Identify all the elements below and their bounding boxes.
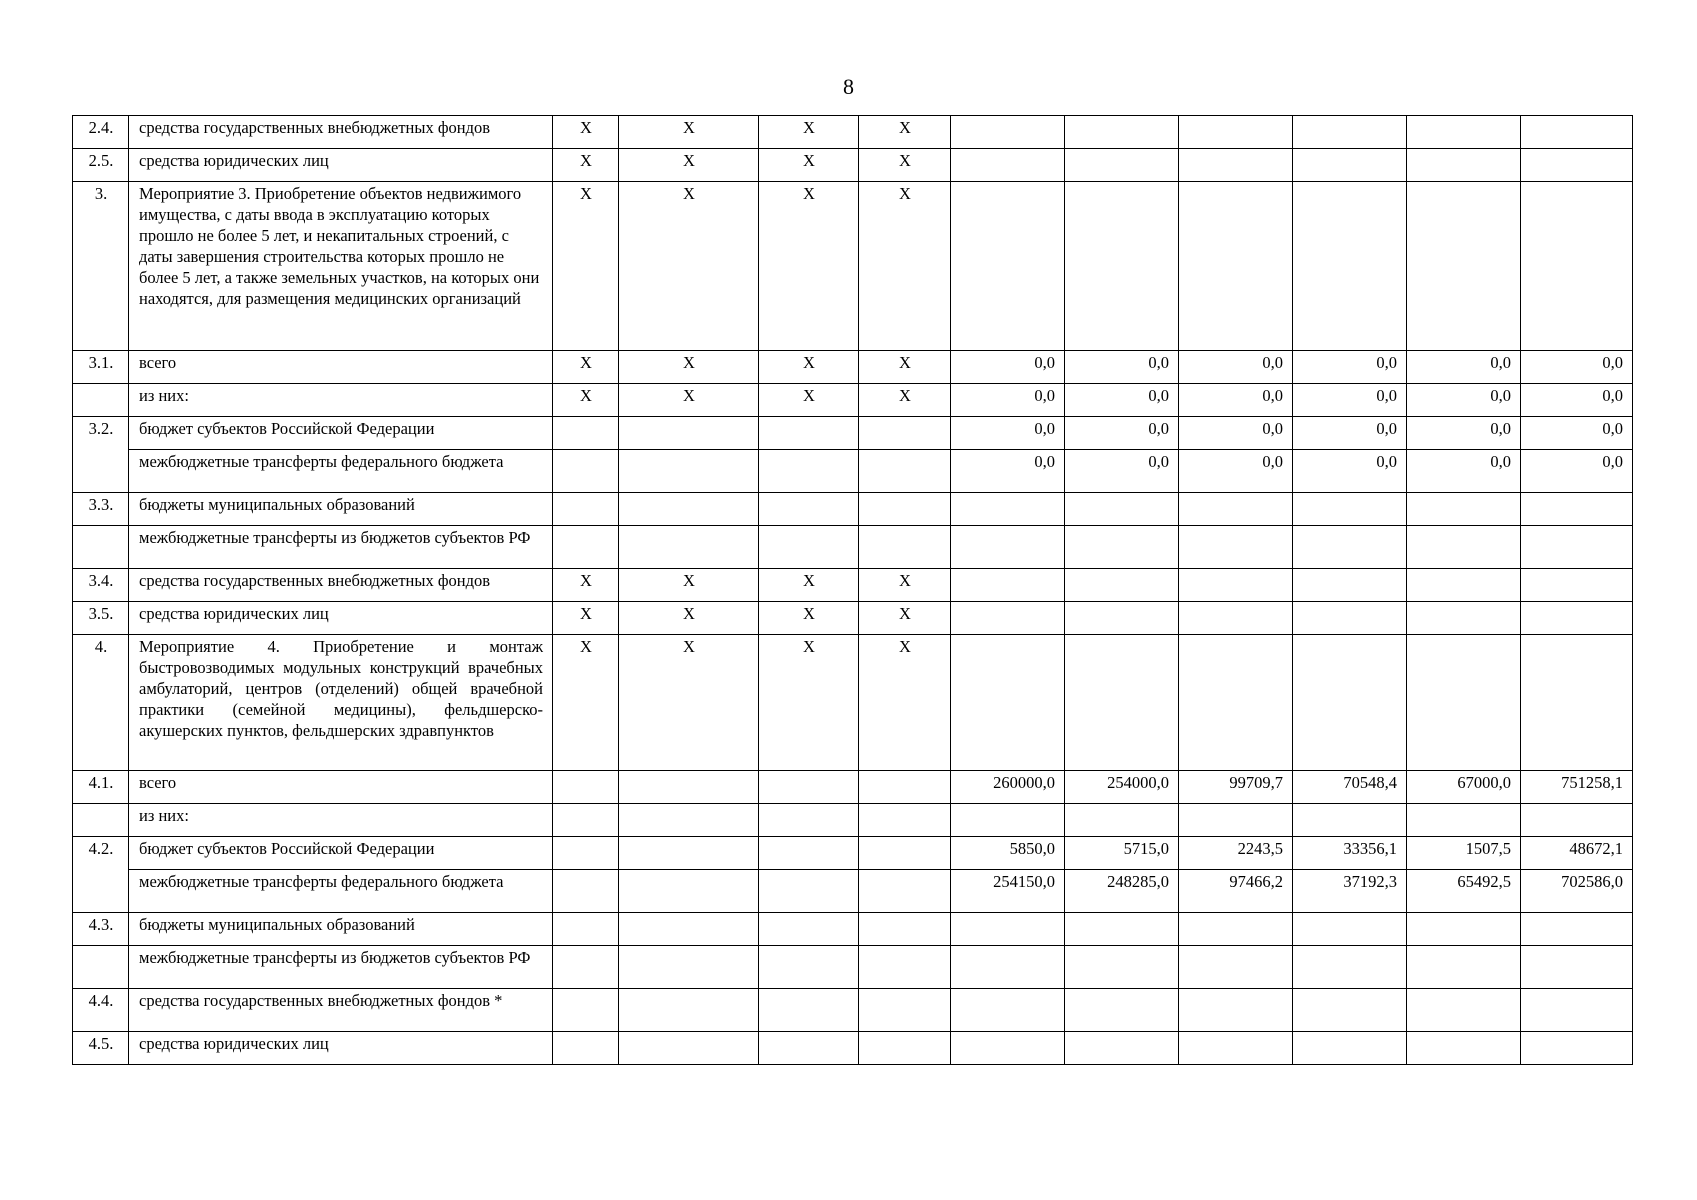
table-row bbox=[73, 182, 1633, 351]
x-mark-cell bbox=[859, 417, 951, 450]
value-cell bbox=[1065, 149, 1179, 182]
row-label: средства государственных внебюджетных фондов bbox=[129, 569, 553, 602]
x-mark-cell bbox=[859, 870, 951, 913]
value-cell bbox=[1179, 946, 1293, 989]
value-cell bbox=[1521, 1032, 1633, 1065]
x-mark-cell bbox=[553, 493, 619, 526]
row-label: бюджет субъектов Российской Федерации bbox=[129, 837, 553, 870]
row-label: межбюджетные трансферты из бюджетов субъектов РФ bbox=[129, 946, 553, 989]
table-row bbox=[73, 384, 1633, 417]
x-mark-cell bbox=[759, 493, 859, 526]
value-cell: 65492,5 bbox=[1407, 870, 1521, 913]
value-cell bbox=[1293, 526, 1407, 569]
row-label: средства государственных внебюджетных фондов bbox=[129, 116, 553, 149]
table-row bbox=[73, 602, 1633, 635]
x-mark-cell bbox=[859, 946, 951, 989]
value-cell: 0,0 bbox=[1521, 417, 1633, 450]
table-row bbox=[73, 635, 1633, 771]
value-cell bbox=[1293, 946, 1407, 989]
value-cell bbox=[1065, 602, 1179, 635]
x-mark-cell: X bbox=[859, 384, 951, 417]
row-label: межбюджетные трансферты федерального бюджета bbox=[129, 450, 553, 493]
value-cell bbox=[1407, 946, 1521, 989]
table-row bbox=[73, 913, 1633, 946]
x-mark-cell bbox=[553, 913, 619, 946]
row-number bbox=[73, 804, 129, 837]
table-row bbox=[73, 116, 1633, 149]
table-row bbox=[73, 526, 1633, 569]
x-mark-cell bbox=[619, 493, 759, 526]
row-number: 3.3. bbox=[73, 493, 129, 526]
value-cell bbox=[1407, 182, 1521, 351]
value-cell: 0,0 bbox=[951, 351, 1065, 384]
value-cell: 99709,7 bbox=[1179, 771, 1293, 804]
value-cell bbox=[1407, 602, 1521, 635]
value-cell bbox=[1065, 989, 1179, 1032]
value-cell bbox=[951, 116, 1065, 149]
x-mark-cell: X bbox=[619, 635, 759, 771]
value-cell bbox=[1179, 149, 1293, 182]
row-label: из них: bbox=[129, 804, 553, 837]
x-mark-cell bbox=[859, 1032, 951, 1065]
x-mark-cell bbox=[759, 771, 859, 804]
x-mark-cell: X bbox=[759, 635, 859, 771]
x-mark-cell: X bbox=[553, 182, 619, 351]
row-number bbox=[73, 526, 129, 569]
x-mark-cell bbox=[759, 870, 859, 913]
value-cell: 0,0 bbox=[1293, 384, 1407, 417]
value-cell: 97466,2 bbox=[1179, 870, 1293, 913]
x-mark-cell bbox=[553, 989, 619, 1032]
value-cell bbox=[1407, 989, 1521, 1032]
value-cell bbox=[1521, 149, 1633, 182]
row-label: бюджеты муниципальных образований bbox=[129, 493, 553, 526]
budget-table bbox=[72, 115, 1633, 1065]
x-mark-cell bbox=[619, 526, 759, 569]
value-cell: 2243,5 bbox=[1179, 837, 1293, 870]
value-cell: 751258,1 bbox=[1521, 771, 1633, 804]
value-cell bbox=[1065, 946, 1179, 989]
row-label: средства государственных внебюджетных фондов * bbox=[129, 989, 553, 1032]
table-row bbox=[73, 946, 1633, 989]
value-cell bbox=[1407, 635, 1521, 771]
x-mark-cell bbox=[619, 913, 759, 946]
value-cell bbox=[1521, 493, 1633, 526]
value-cell: 0,0 bbox=[1065, 417, 1179, 450]
table-row bbox=[73, 417, 1633, 450]
x-mark-cell: X bbox=[859, 635, 951, 771]
value-cell: 33356,1 bbox=[1293, 837, 1407, 870]
value-cell bbox=[1293, 116, 1407, 149]
value-cell bbox=[1293, 149, 1407, 182]
x-mark-cell bbox=[759, 837, 859, 870]
row-label: межбюджетные трансферты из бюджетов субъектов РФ bbox=[129, 526, 553, 569]
value-cell bbox=[951, 1032, 1065, 1065]
x-mark-cell bbox=[553, 526, 619, 569]
value-cell: 0,0 bbox=[1179, 417, 1293, 450]
value-cell bbox=[1407, 1032, 1521, 1065]
row-label: бюджет субъектов Российской Федерации bbox=[129, 417, 553, 450]
value-cell bbox=[1179, 635, 1293, 771]
value-cell bbox=[951, 569, 1065, 602]
x-mark-cell: X bbox=[619, 351, 759, 384]
value-cell bbox=[1179, 913, 1293, 946]
x-mark-cell: X bbox=[619, 602, 759, 635]
value-cell bbox=[1521, 989, 1633, 1032]
value-cell: 70548,4 bbox=[1293, 771, 1407, 804]
value-cell bbox=[1521, 913, 1633, 946]
x-mark-cell: X bbox=[859, 351, 951, 384]
value-cell: 0,0 bbox=[951, 384, 1065, 417]
row-number: 4.3. bbox=[73, 913, 129, 946]
value-cell bbox=[1407, 116, 1521, 149]
x-mark-cell: X bbox=[553, 602, 619, 635]
value-cell bbox=[1293, 182, 1407, 351]
value-cell bbox=[1179, 493, 1293, 526]
x-mark-cell bbox=[859, 771, 951, 804]
value-cell: 0,0 bbox=[1293, 351, 1407, 384]
value-cell bbox=[1293, 635, 1407, 771]
x-mark-cell: X bbox=[759, 149, 859, 182]
value-cell bbox=[951, 635, 1065, 771]
value-cell bbox=[1179, 989, 1293, 1032]
row-label: Мероприятие 3. Приобретение объектов недвижимого имущества, с даты ввода в эксплуатацию которых прошло не более 5 лет, и некапитальных строений, с даты завершения строительства которых прошло не более 5 лет, а также земельных участков, на которых они находятся, для размещения медицинских организаций bbox=[129, 182, 553, 351]
x-mark-cell bbox=[619, 450, 759, 493]
value-cell: 0,0 bbox=[1293, 450, 1407, 493]
table-row bbox=[73, 870, 1633, 913]
x-mark-cell: X bbox=[859, 149, 951, 182]
value-cell bbox=[1179, 602, 1293, 635]
x-mark-cell: X bbox=[859, 602, 951, 635]
value-cell bbox=[1065, 635, 1179, 771]
x-mark-cell bbox=[553, 417, 619, 450]
value-cell: 0,0 bbox=[1407, 384, 1521, 417]
row-label: бюджеты муниципальных образований bbox=[129, 913, 553, 946]
value-cell: 5715,0 bbox=[1065, 837, 1179, 870]
x-mark-cell bbox=[619, 989, 759, 1032]
value-cell bbox=[1179, 569, 1293, 602]
x-mark-cell bbox=[759, 946, 859, 989]
value-cell bbox=[1065, 1032, 1179, 1065]
x-mark-cell: X bbox=[619, 182, 759, 351]
page-number: 8 bbox=[843, 74, 854, 99]
x-mark-cell: X bbox=[859, 569, 951, 602]
table-row bbox=[73, 351, 1633, 384]
x-mark-cell bbox=[859, 989, 951, 1032]
row-number: 3.4. bbox=[73, 569, 129, 602]
row-label: из них: bbox=[129, 384, 553, 417]
row-number: 4.4. bbox=[73, 989, 129, 1032]
value-cell bbox=[1065, 804, 1179, 837]
x-mark-cell: X bbox=[759, 116, 859, 149]
value-cell: 0,0 bbox=[1521, 450, 1633, 493]
x-mark-cell bbox=[619, 417, 759, 450]
x-mark-cell bbox=[759, 913, 859, 946]
value-cell bbox=[1407, 526, 1521, 569]
value-cell: 0,0 bbox=[1407, 417, 1521, 450]
x-mark-cell bbox=[759, 450, 859, 493]
x-mark-cell: X bbox=[759, 351, 859, 384]
x-mark-cell bbox=[553, 946, 619, 989]
row-number: 3. bbox=[73, 182, 129, 351]
x-mark-cell bbox=[859, 804, 951, 837]
x-mark-cell: X bbox=[859, 182, 951, 351]
x-mark-cell bbox=[619, 804, 759, 837]
row-label: всего bbox=[129, 771, 553, 804]
table-row bbox=[73, 149, 1633, 182]
value-cell: 0,0 bbox=[1065, 384, 1179, 417]
value-cell bbox=[1521, 946, 1633, 989]
value-cell: 48672,1 bbox=[1521, 837, 1633, 870]
value-cell: 260000,0 bbox=[951, 771, 1065, 804]
row-number: 3.5. bbox=[73, 602, 129, 635]
value-cell bbox=[1293, 804, 1407, 837]
x-mark-cell bbox=[759, 804, 859, 837]
value-cell: 0,0 bbox=[1407, 351, 1521, 384]
value-cell: 0,0 bbox=[1521, 384, 1633, 417]
x-mark-cell: X bbox=[759, 384, 859, 417]
x-mark-cell: X bbox=[553, 116, 619, 149]
value-cell bbox=[1293, 569, 1407, 602]
row-number: 4.5. bbox=[73, 1032, 129, 1065]
value-cell bbox=[1521, 116, 1633, 149]
table-row bbox=[73, 771, 1633, 804]
x-mark-cell bbox=[859, 526, 951, 569]
value-cell: 0,0 bbox=[951, 417, 1065, 450]
value-cell: 0,0 bbox=[1407, 450, 1521, 493]
row-number: 3.1. bbox=[73, 351, 129, 384]
x-mark-cell: X bbox=[619, 149, 759, 182]
x-mark-cell bbox=[759, 417, 859, 450]
x-mark-cell bbox=[553, 870, 619, 913]
x-mark-cell: X bbox=[759, 602, 859, 635]
value-cell bbox=[1065, 569, 1179, 602]
value-cell bbox=[1407, 569, 1521, 602]
x-mark-cell: X bbox=[619, 569, 759, 602]
value-cell bbox=[1521, 182, 1633, 351]
row-number: 4.1. bbox=[73, 771, 129, 804]
table-row bbox=[73, 837, 1633, 870]
value-cell bbox=[1293, 913, 1407, 946]
value-cell bbox=[951, 182, 1065, 351]
value-cell bbox=[1293, 493, 1407, 526]
x-mark-cell bbox=[619, 946, 759, 989]
x-mark-cell bbox=[619, 1032, 759, 1065]
x-mark-cell: X bbox=[553, 384, 619, 417]
x-mark-cell bbox=[859, 913, 951, 946]
value-cell bbox=[1407, 913, 1521, 946]
value-cell: 0,0 bbox=[1065, 351, 1179, 384]
value-cell bbox=[1179, 116, 1293, 149]
table-row bbox=[73, 1032, 1633, 1065]
value-cell bbox=[1407, 493, 1521, 526]
value-cell bbox=[1179, 1032, 1293, 1065]
value-cell bbox=[1179, 804, 1293, 837]
value-cell bbox=[1065, 526, 1179, 569]
value-cell bbox=[1407, 149, 1521, 182]
x-mark-cell: X bbox=[553, 569, 619, 602]
table-row bbox=[73, 989, 1633, 1032]
row-label: средства юридических лиц bbox=[129, 149, 553, 182]
value-cell bbox=[951, 946, 1065, 989]
value-cell: 0,0 bbox=[1065, 450, 1179, 493]
value-cell: 5850,0 bbox=[951, 837, 1065, 870]
value-cell bbox=[1065, 493, 1179, 526]
x-mark-cell bbox=[553, 837, 619, 870]
x-mark-cell bbox=[859, 450, 951, 493]
x-mark-cell bbox=[619, 837, 759, 870]
row-label: всего bbox=[129, 351, 553, 384]
value-cell bbox=[951, 149, 1065, 182]
x-mark-cell: X bbox=[553, 635, 619, 771]
x-mark-cell bbox=[553, 1032, 619, 1065]
value-cell: 67000,0 bbox=[1407, 771, 1521, 804]
x-mark-cell: X bbox=[619, 116, 759, 149]
x-mark-cell bbox=[859, 493, 951, 526]
value-cell bbox=[951, 989, 1065, 1032]
x-mark-cell bbox=[619, 771, 759, 804]
row-number bbox=[73, 946, 129, 989]
x-mark-cell bbox=[759, 526, 859, 569]
table-row bbox=[73, 493, 1633, 526]
x-mark-cell bbox=[759, 1032, 859, 1065]
value-cell: 702586,0 bbox=[1521, 870, 1633, 913]
x-mark-cell: X bbox=[759, 569, 859, 602]
value-cell bbox=[951, 493, 1065, 526]
value-cell bbox=[1407, 804, 1521, 837]
value-cell: 0,0 bbox=[951, 450, 1065, 493]
value-cell bbox=[1179, 182, 1293, 351]
row-label: межбюджетные трансферты федерального бюджета bbox=[129, 870, 553, 913]
x-mark-cell bbox=[759, 989, 859, 1032]
value-cell: 0,0 bbox=[1293, 417, 1407, 450]
x-mark-cell bbox=[859, 837, 951, 870]
x-mark-cell bbox=[553, 450, 619, 493]
value-cell bbox=[1065, 913, 1179, 946]
x-mark-cell bbox=[553, 771, 619, 804]
value-cell: 0,0 bbox=[1179, 450, 1293, 493]
value-cell: 0,0 bbox=[1179, 351, 1293, 384]
value-cell bbox=[1179, 526, 1293, 569]
value-cell bbox=[951, 526, 1065, 569]
value-cell bbox=[951, 913, 1065, 946]
value-cell: 1507,5 bbox=[1407, 837, 1521, 870]
value-cell: 37192,3 bbox=[1293, 870, 1407, 913]
x-mark-cell: X bbox=[553, 149, 619, 182]
value-cell bbox=[951, 804, 1065, 837]
value-cell bbox=[1293, 989, 1407, 1032]
value-cell bbox=[1065, 116, 1179, 149]
value-cell bbox=[1521, 526, 1633, 569]
x-mark-cell: X bbox=[759, 182, 859, 351]
value-cell: 254000,0 bbox=[1065, 771, 1179, 804]
row-label: средства юридических лиц bbox=[129, 1032, 553, 1065]
x-mark-cell: X bbox=[859, 116, 951, 149]
table-row bbox=[73, 569, 1633, 602]
value-cell bbox=[1521, 602, 1633, 635]
row-number bbox=[73, 384, 129, 417]
x-mark-cell: X bbox=[619, 384, 759, 417]
x-mark-cell bbox=[553, 804, 619, 837]
value-cell: 248285,0 bbox=[1065, 870, 1179, 913]
value-cell bbox=[1293, 1032, 1407, 1065]
row-number: 3.2. bbox=[73, 417, 129, 493]
value-cell bbox=[1521, 804, 1633, 837]
value-cell bbox=[1065, 182, 1179, 351]
value-cell: 0,0 bbox=[1521, 351, 1633, 384]
row-number: 4. bbox=[73, 635, 129, 771]
x-mark-cell bbox=[619, 870, 759, 913]
row-number: 2.5. bbox=[73, 149, 129, 182]
row-label: средства юридических лиц bbox=[129, 602, 553, 635]
value-cell: 254150,0 bbox=[951, 870, 1065, 913]
value-cell bbox=[951, 602, 1065, 635]
table-row bbox=[73, 450, 1633, 493]
x-mark-cell: X bbox=[553, 351, 619, 384]
table-row bbox=[73, 804, 1633, 837]
row-number: 2.4. bbox=[73, 116, 129, 149]
row-label: Мероприятие 4. Приобретение и монтаж быстровозводимых модульных конструкций врачебных амбулаторий, центров (отделений) общей врачебной практики (семейной медицины), фельдшерско-акушерских пунктов, фельдшерских здравпунктов bbox=[129, 635, 553, 771]
value-cell: 0,0 bbox=[1179, 384, 1293, 417]
value-cell bbox=[1521, 569, 1633, 602]
value-cell bbox=[1293, 602, 1407, 635]
row-number: 4.2. bbox=[73, 837, 129, 913]
value-cell bbox=[1521, 635, 1633, 771]
